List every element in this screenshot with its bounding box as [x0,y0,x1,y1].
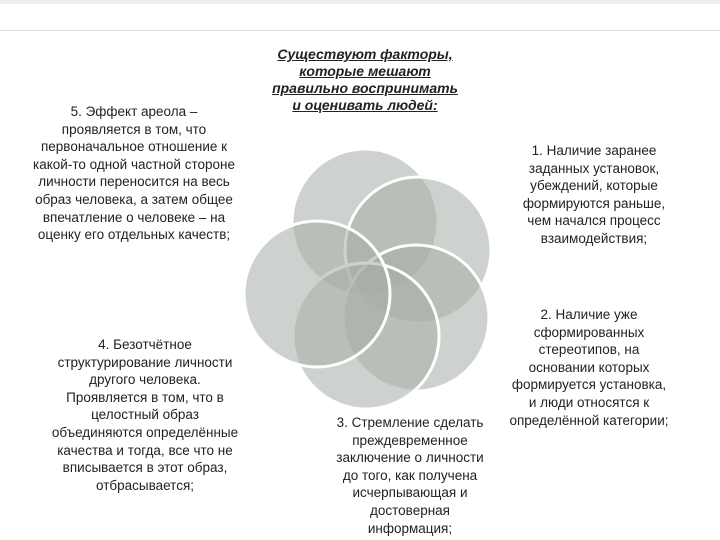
factor-line: качества и тогда, все что не [57,442,233,458]
factor-2-stereotypes [488,306,690,429]
factor-4-unconscious-structuring [30,336,260,494]
factor-line: убеждений, которые [530,178,658,194]
factor-line: структурирование личности [57,354,233,370]
factor-line: оценку его отдельных качеств; [37,227,231,243]
factor-line: объединяются определённые [51,424,239,440]
factor-line: какой-то одной частной стороне [33,156,235,172]
factor-line: впечатление о человеке – на [42,209,226,225]
factor-line: преждевременное [352,432,468,448]
factor-line: чем начался процесс [527,213,661,229]
factor-line: 5. Эффект ареола – [70,104,198,119]
factor-line: личности переносится на весь [38,174,230,190]
factor-line: 4. Безотчётное [98,337,192,352]
factor-line: заданных установок, [528,160,660,176]
factor-line: проявляется в том, что [61,121,207,137]
factor-line: достоверная [370,502,450,518]
factor-line: 2. Наличие уже [540,307,638,322]
factor-line: формируется установка, [511,377,667,393]
factor-line: информация; [367,520,453,536]
factor-line: и люди относятся к [528,394,650,410]
diagram-title: Существуют факторы, которые мешают правильно воспринимать и оценивать людей: [272,46,458,113]
factor-line: определённой категории; [509,412,669,428]
factor-line: Проявляется в том, что в [66,389,224,405]
factor-line: основании которых [528,359,650,375]
factor-line: исчерпывающая и [352,485,468,501]
factor-line: заключение о личности [336,450,484,466]
factor-line: другого человека. [89,372,201,388]
factor-5-halo-effect [8,103,260,244]
factor-1-preset-attitudes [498,142,690,248]
factor-line: отбрасывается; [95,477,195,493]
factor-line: до того, как получена [342,467,478,483]
factor-line: стереотипов, на [538,342,640,358]
factor-line: взаимодействия; [540,230,648,246]
factor-line: вписывается в этот образ, [62,460,228,476]
factor-3-premature-conclusion [310,414,510,537]
factor-line: первоначальное отношение к [40,139,228,155]
factor-line: 1. Наличие заранее [531,143,657,158]
factor-line: образ человека, а затем общее [35,191,233,207]
petal-circle-left [244,221,390,367]
factor-line: формируются раньше, [522,195,666,211]
factor-line: сформированных [533,324,645,340]
factor-line: целостный образ [91,407,199,423]
factor-line: 3. Стремление сделать [336,415,484,430]
